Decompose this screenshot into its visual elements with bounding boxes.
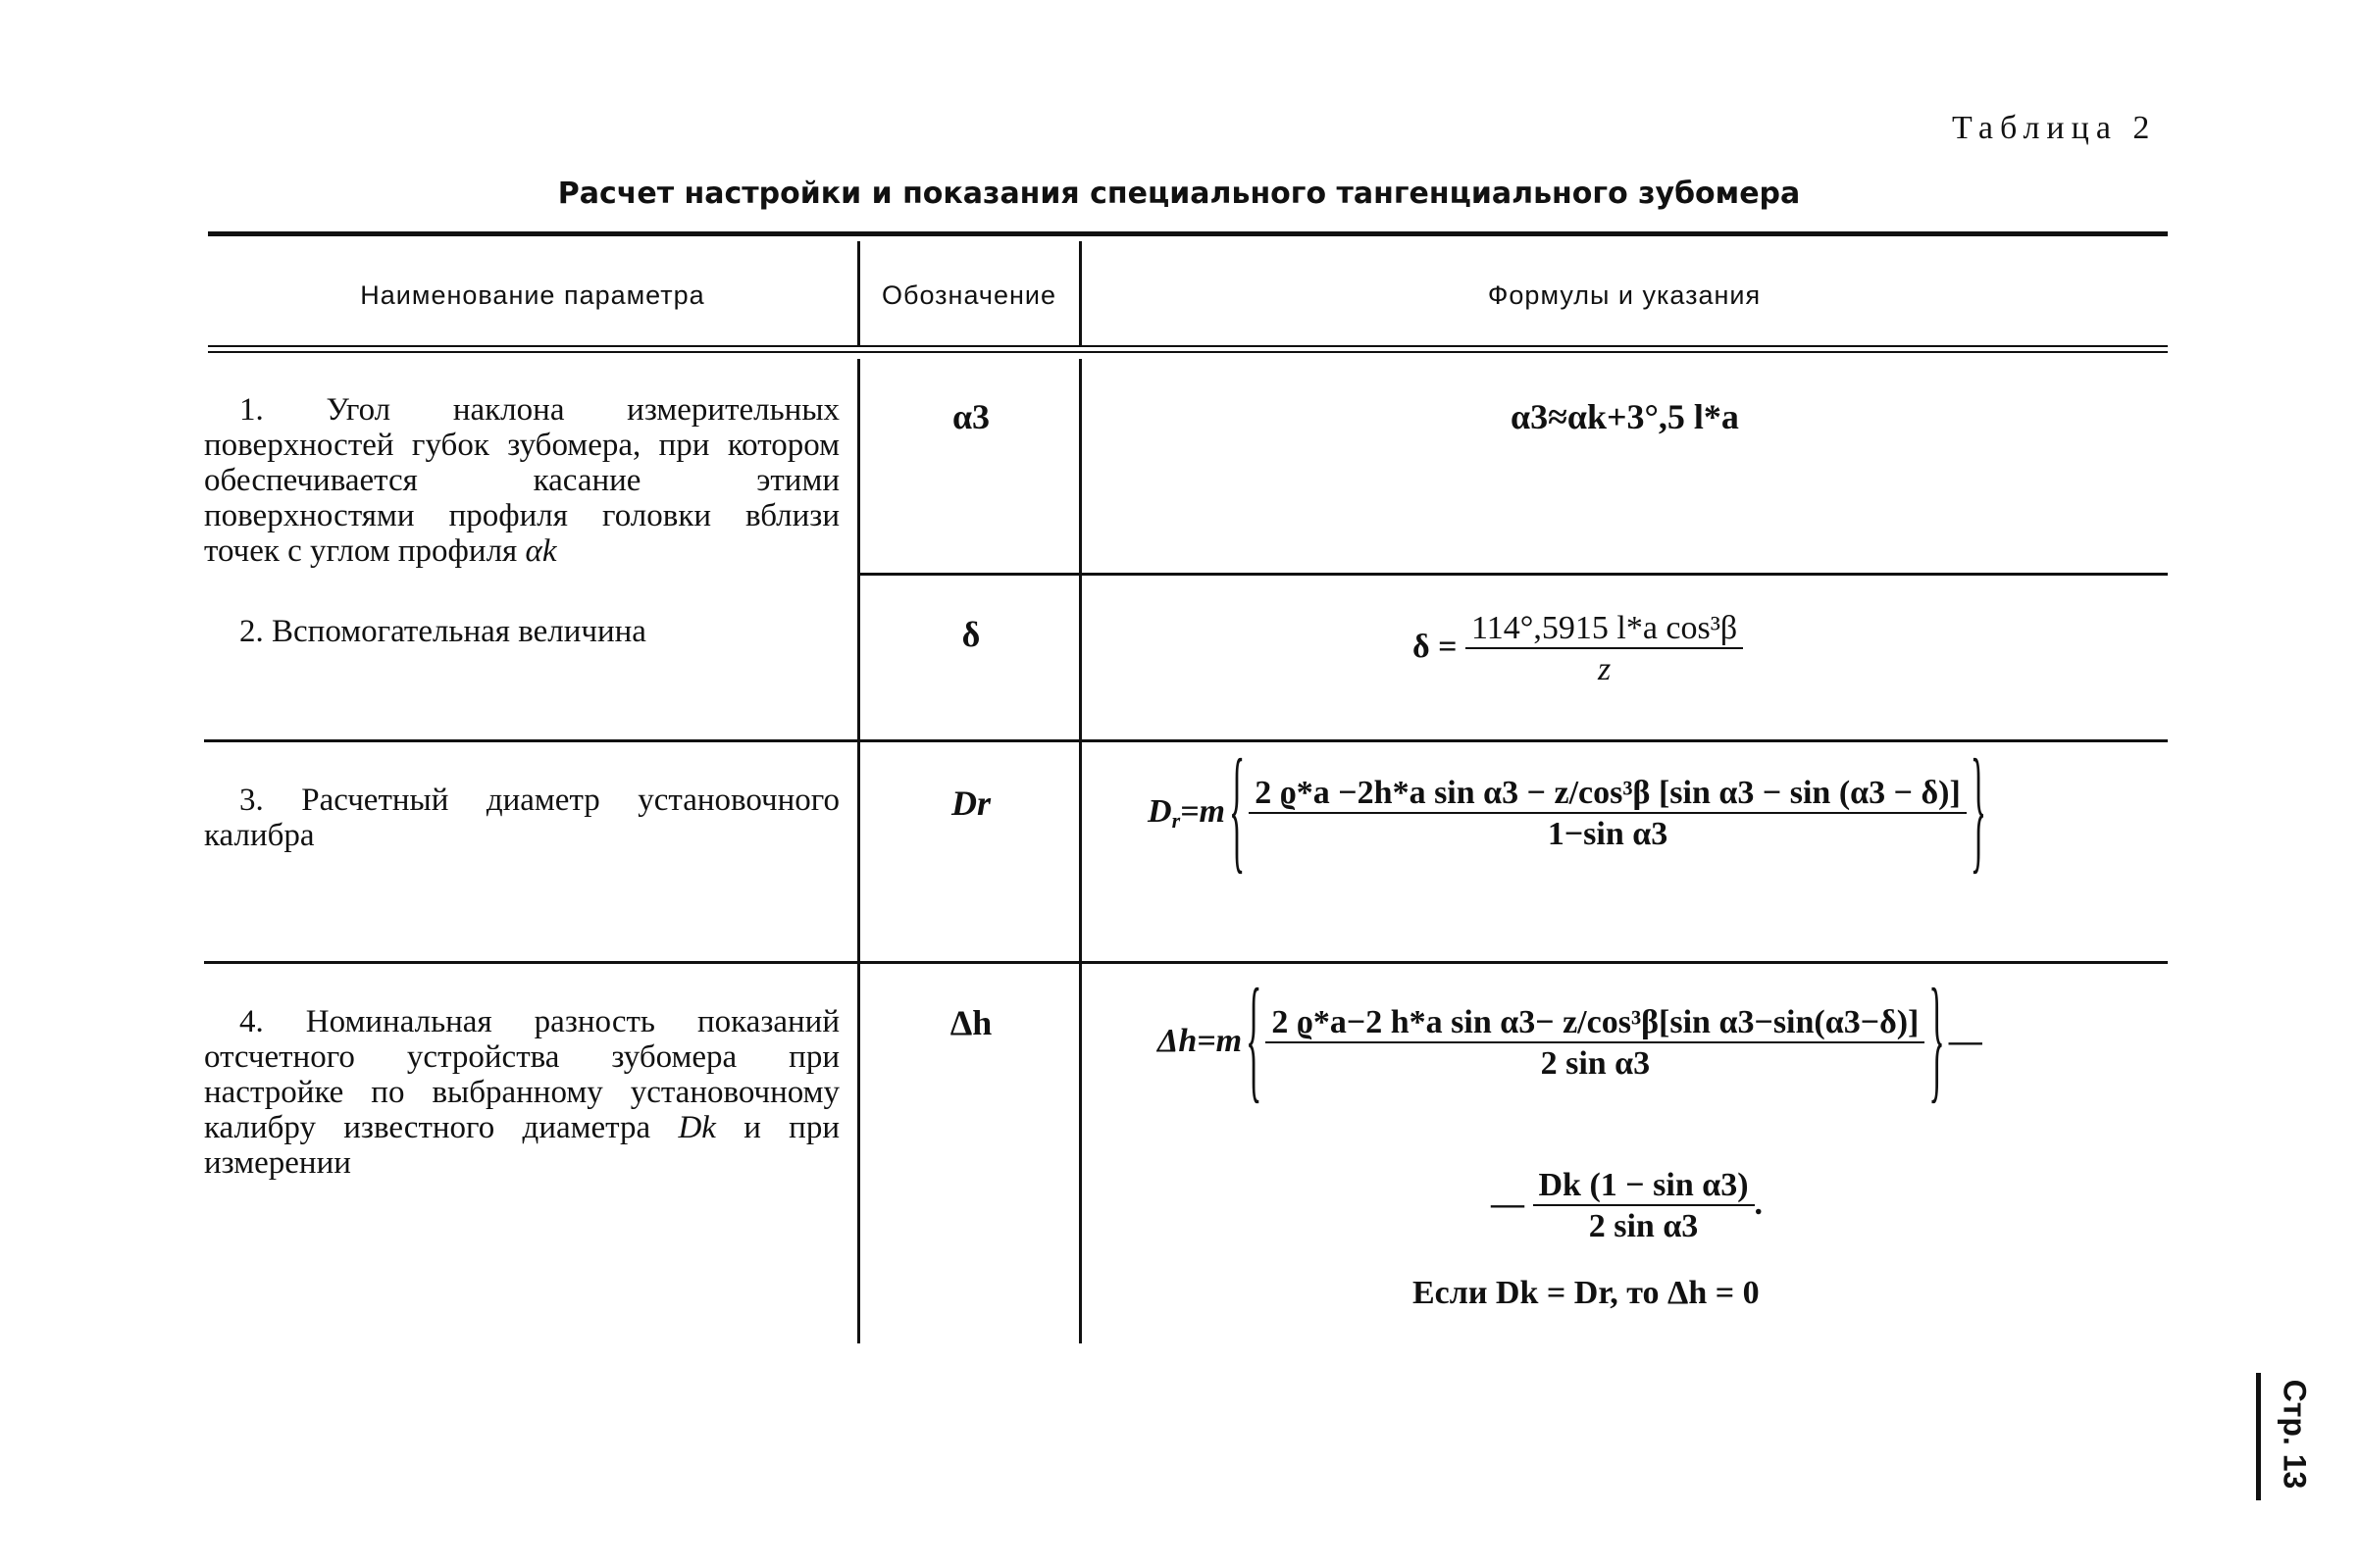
formula-4b-fraction <box>1533 1167 1755 1245</box>
row-1-param <box>204 392 840 569</box>
row-2-param <box>204 614 840 649</box>
column-divider-1 <box>857 359 860 1343</box>
row-4-symbol: Δh <box>949 1003 993 1042</box>
row-1-text-tail: αk <box>525 533 557 569</box>
formula-2-numerator: 114°,5915 l*a cos³β <box>1471 610 1738 646</box>
page-number <box>2256 1373 2358 1500</box>
formula-3-numerator: 2 ϱ*a −2h*a sin α3 − z/cos³β [sin α3 − sin (α3 − δ)] <box>1255 775 1961 811</box>
row-2-symbol: δ <box>961 615 981 654</box>
header-formula: Формулы и указания <box>1487 280 1762 310</box>
row-4-text: 4. Номинальная разность показаний отсчетного устройства зубомера при настройке по выбранному установочному калибру известного диаметра <box>204 1004 840 1145</box>
formula-2-fraction <box>1465 610 1743 688</box>
formula-3-denominator: 1−sin α3 <box>1249 812 1967 853</box>
formula-4-continuation: — $\frac{\text{Dk (1 − sin α3)}}{\text{2 sin α3}}$ . <box>1491 1167 1764 1244</box>
row-1-text: 1. Угол наклона измерительных поверхностей губок зубомера, при котором обеспечивается касание этими поверхностями профиля головки вблизи точек с углом профиля <box>204 392 840 569</box>
top-rule <box>208 231 2168 236</box>
formula-1: α3≈αk+3°,5 l*a <box>1511 397 1739 436</box>
row-3-param <box>204 783 840 853</box>
formula-2-denominator: z <box>1465 647 1743 688</box>
row-2-text: 2. Вспомогательная величина <box>239 614 646 649</box>
formula-4-note: Если Dk = Dr, то Δh = 0 <box>1412 1275 1760 1311</box>
column-divider-2 <box>1079 359 1082 1343</box>
header-rule-1 <box>208 345 2168 347</box>
page-number-bar <box>2256 1373 2261 1500</box>
row-rule-1 <box>859 573 2168 576</box>
formula-3-fraction <box>1249 775 1967 853</box>
formula-4b-denominator: 2 sin α3 <box>1533 1204 1755 1245</box>
header-symbol: Обозначение <box>882 280 1056 310</box>
formula-2: δ = $\frac{\text{114°,5915 l*a cos³β}}{z}$ <box>1412 610 1743 688</box>
formula-4b-numerator: Dk (1 − sin α3) <box>1538 1167 1749 1203</box>
row-1-symbol: α3 <box>951 397 991 436</box>
formula-3: $D_r=m$ { $\frac{\text{2 ϱ*a −2h*a sin α3 − z/cos³β [sin α3 − sin (α3 − δ)]}}{\text{1−sin α3}}$ } <box>1148 735 1987 888</box>
row-3-text: 3. Расчетный диаметр установочного калибра <box>204 783 840 853</box>
row-4-param <box>204 1004 840 1181</box>
table-number: Таблица 2 <box>1952 110 2157 146</box>
header-param: Наименование параметра <box>360 280 705 310</box>
row-4-text-mid: Dk <box>678 1110 716 1145</box>
formula-4-fraction <box>1265 1004 1924 1083</box>
row-4-text-end: и при измерении <box>204 1110 840 1181</box>
row-rule-2 <box>204 739 2168 742</box>
page-number-label: Стр. 13 <box>2277 1379 2313 1490</box>
formula-4: Δh=m { $\frac{\text{2 ϱ*a−2 h*a sin α3− z/cos³β[sin α3−sin(α3−δ)]}}{\text{2 sin α3}}$ } — <box>1157 965 1982 1118</box>
row-rule-3 <box>204 961 2168 964</box>
formula-4-numerator: 2 ϱ*a−2 h*a sin α3− z/cos³β[sin α3−sin(α3−δ)] <box>1271 1004 1920 1040</box>
header-rule-2 <box>208 351 2168 353</box>
formula-4-denominator: 2 sin α3 <box>1265 1041 1924 1083</box>
row-3-symbol: Dr <box>950 784 991 823</box>
table-caption: Расчет настройки и показания специального тангенциального зубомера <box>557 177 1801 211</box>
